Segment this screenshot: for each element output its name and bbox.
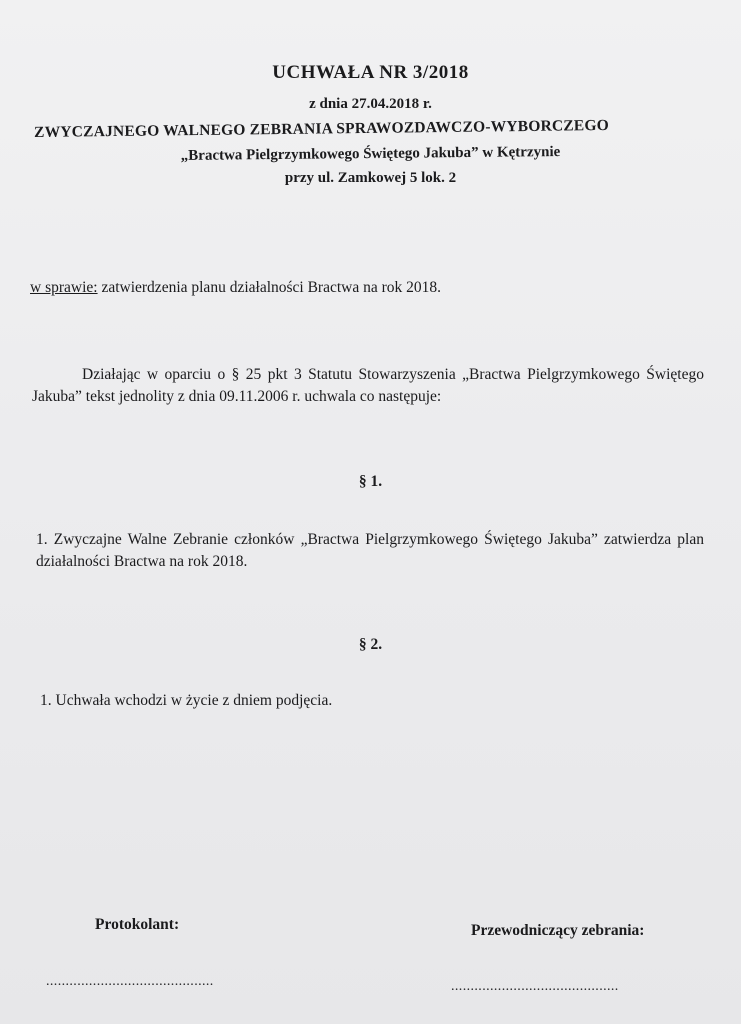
section-1-item: 1. Zwyczajne Walne Zebranie członków „Bractwa Pielgrzymkowego Świętego Jakuba” zatwierdza plan działalności Bractwa na rok 2018. — [36, 531, 704, 570]
resolution-date: z dnia 27.04.2018 r. — [309, 96, 432, 112]
subject-label: w sprawie: — [30, 279, 98, 296]
chairperson-signature-label: Przewodniczący zebrania: — [471, 922, 645, 939]
recorder-signature-line: ........................................... — [46, 974, 214, 989]
recorder-signature-label: Protokolant: — [95, 916, 180, 933]
subject-line — [30, 279, 441, 297]
section-2-item: 1. Uchwała wchodzi w życie z dniem podjęcia. — [40, 692, 333, 709]
section-1-heading: § 1. — [358, 473, 383, 490]
chairperson-signature-line: ........................................... — [451, 979, 619, 994]
preamble-paragraph: Działając w oparciu o § 25 pkt 3 Statutu Stowarzyszenia „Bractwa Pielgrzymkowego Świętego Jakuba” tekst jednolity z dnia 09.11.2006 r. uchwala co następuje: — [32, 366, 704, 405]
resolution-title: UCHWAŁA NR 3/2018 — [272, 62, 469, 83]
meeting-name: ZWYCZAJNEGO WALNEGO ZEBRANIA SPRAWOZDAWCZO-WYBORCZEGO — [34, 116, 610, 141]
organization-name: „Bractwa Pielgrzymkowego Świętego Jakuba” w Kętrzynie — [180, 144, 561, 164]
organization-address: przy ul. Zamkowej 5 lok. 2 — [284, 170, 457, 186]
section-2-heading: § 2. — [358, 636, 383, 653]
subject-text: zatwierdzenia planu działalności Bractwa na rok 2018. — [97, 279, 442, 296]
